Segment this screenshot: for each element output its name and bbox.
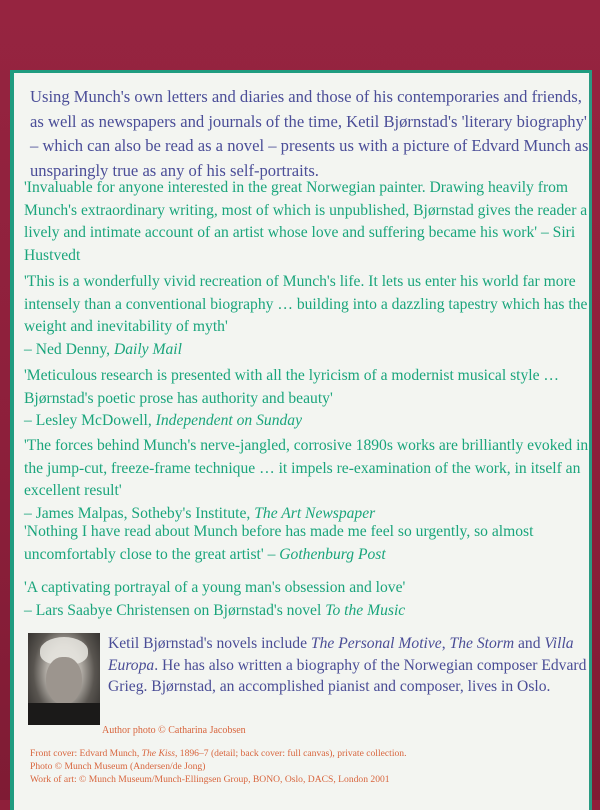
quote-text: 'A captivating portrayal of a young man's obsession and love' xyxy=(24,579,406,596)
review-quote-6 xyxy=(24,577,592,622)
quote-attribution: – James Malpas, Sotheby's Institute, xyxy=(24,504,251,522)
review-quote-3 xyxy=(24,365,592,433)
book-title: The Storm xyxy=(449,635,515,652)
credit-text: Photo © Munch Museum (Andersen/de Jong) xyxy=(30,760,206,772)
intro-paragraph: Using Munch's own letters and diaries and those of his contemporaries and friends, as well as newspapers and journals of the time, Ketil Bjørnstad's 'literary biography' – which can also be read as a novel – presents us with a picture of Edvard Munch as unsparingly true as any of his self-portraits. xyxy=(30,87,589,180)
quote-attribution: – Ned Denny, xyxy=(24,340,111,358)
bio-separator: , xyxy=(441,635,446,652)
author-bio xyxy=(108,633,592,698)
credit-text: Work of art: © Munch Museum/Munch-Ellingsen Group, BONO, Oslo, DACS, London 2001 xyxy=(30,773,390,785)
bio-text: . He has also written a biography of the Norwegian composer Edvard Grieg. Bjørnstad, an accomplished pianist and composer, lives in Oslo. xyxy=(108,656,587,695)
quote-source: Gothenburg Post xyxy=(279,545,386,563)
bio-text: Ketil Bjørnstad's novels include xyxy=(108,635,308,652)
quote-attribution: – Lesley McDowell, xyxy=(24,412,152,430)
quote-source: Independent on Sunday xyxy=(155,412,303,430)
quote-text: 'Nothing I have read about Munch before has made me feel so urgently, so almost uncomfortably close to the great artist' xyxy=(24,523,534,563)
author-photo-face xyxy=(46,657,82,705)
quote-source: Daily Mail xyxy=(113,340,182,358)
quote-text: 'Meticulous research is presented with all the lyricism of a modernist musical style … Bjørnstad's poetic prose has authority and beauty' xyxy=(24,367,560,407)
review-quote-1 xyxy=(24,177,592,267)
bio-text: and xyxy=(517,635,541,652)
author-photo-shirt xyxy=(28,703,100,725)
quote-text: 'This is a wonderfully vivid recreation of Munch's life. It lets us enter his world far more intensely than a conventional biography … building into a dazzling tapestry which has the weight and inevitability of myth' xyxy=(24,273,588,336)
review-quote-2 xyxy=(24,271,592,361)
review-quote-4 xyxy=(24,435,592,525)
quote-source: The Art Newspaper xyxy=(254,504,376,522)
quote-attribution: – Lars Saabye Christensen on Bjørnstad's novel xyxy=(24,601,322,619)
author-photo xyxy=(28,633,100,725)
quote-source: To the Music xyxy=(325,601,406,619)
quote-text: 'The forces behind Munch's nerve-jangled, corrosive 1890s works are brilliantly evoked in the jump-cut, freeze-frame technique … it impels re-examination of the work, in itself an excellent result' xyxy=(24,437,589,500)
credit-text: Front cover: Edvard Munch, xyxy=(30,748,140,759)
cover-credits xyxy=(30,748,590,786)
book-title: The Personal Motive xyxy=(310,635,442,652)
quote-text: 'Invaluable for anyone interested in the great Norwegian painter. Drawing heavily from Munch's extraordinary writing, most of which is unpublished, Bjørnstad gives the reader a lively and intimate account of an artist whose love and suffering became his work' xyxy=(24,179,588,242)
book-title: Villa Europa xyxy=(108,635,574,674)
quote-attribution: – Siri Hustvedt xyxy=(24,224,576,264)
review-quote-5 xyxy=(24,521,592,566)
artwork-title: The Kiss xyxy=(141,748,175,759)
blurb-panel xyxy=(10,70,592,810)
quote-attribution: – xyxy=(267,545,276,563)
author-photo-credit: Author photo © Catharina Jacobsen xyxy=(102,725,246,736)
credit-text: , 1896–7 (detail; back cover: full canvas), private collection. xyxy=(174,748,407,759)
